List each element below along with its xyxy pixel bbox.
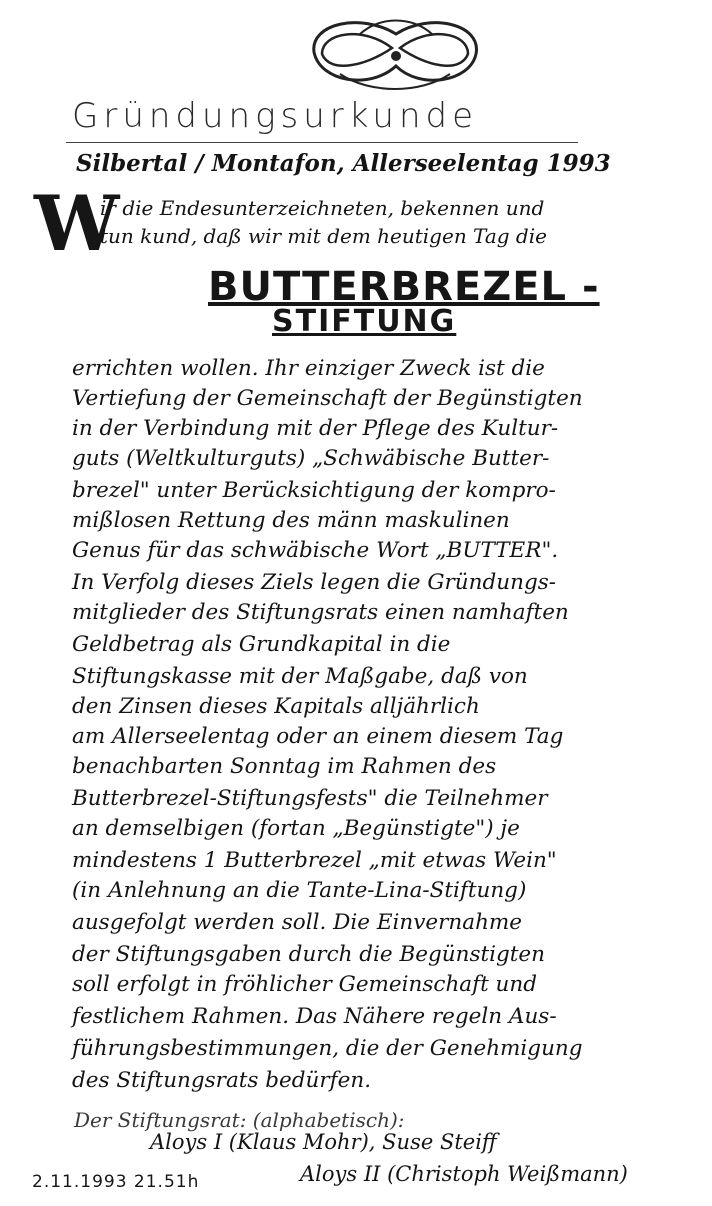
document-title: Gründungsurkunde: [72, 96, 478, 136]
intro-line: tun kund, daß wir mit dem heutigen Tag die: [100, 224, 547, 248]
body-line: Genus für das schwäbische Wort „BUTTER".: [72, 538, 559, 563]
body-line: Stiftungskasse mit der Maßgabe, daß von: [72, 664, 528, 689]
body-line: (in Anlehnung an die Tante-Lina-Stiftung): [72, 878, 527, 903]
foundation-name-line-2: STIFTUNG: [272, 304, 457, 339]
body-line: den Zinsen dieses Kapitals alljährlich: [72, 694, 480, 719]
body-line: der Stiftungsgaben durch die Begünstigten: [72, 942, 545, 967]
body-line: mißlosen Rettung des männ maskulinen: [72, 508, 510, 533]
place-date: Silbertal / Montafon, Allerseelentag 1993: [76, 150, 611, 177]
intro-initial: W: [34, 179, 120, 268]
body-line: festlichem Rahmen. Das Nähere regeln Aus-: [72, 1004, 557, 1029]
body-line: soll erfolgt in fröhlicher Gemeinschaft und: [72, 972, 538, 997]
signature-line-1: Aloys I (Klaus Mohr), Suse Steiff: [150, 1130, 497, 1154]
body-line: Butterbrezel-Stiftungsfests" die Teilnehmer: [72, 786, 548, 811]
body-line: Geldbetrag als Grundkapital in die: [72, 632, 451, 657]
intro-line: ir die Endesunterzeichneten, bekennen und: [100, 196, 545, 220]
body-line: mitglieder des Stiftungsrats einen namhaften: [72, 600, 569, 625]
body-line: ausgefolgt werden soll. Die Einvernahme: [72, 910, 523, 935]
body-line: Vertiefung der Gemeinschaft der Begünstigten: [72, 386, 583, 411]
body-line: in der Verbindung mit der Pflege des Kultur-: [72, 416, 559, 441]
body-line: brezel" unter Berücksichtigung der kompro-: [72, 478, 556, 503]
body-line: errichten wollen. Ihr einziger Zweck ist die: [72, 356, 545, 381]
body-line: mindestens 1 Butterbrezel „mit etwas Wein": [72, 848, 557, 873]
pretzel-drawing-icon: [300, 4, 490, 96]
body-line: guts (Weltkulturguts) „Schwäbische Butter-: [72, 446, 550, 471]
signature-line-2: Aloys II (Christoph Weißmann): [300, 1162, 628, 1186]
foundation-name-line-1: BUTTERBREZEL -: [208, 264, 600, 310]
body-line: benachbarten Sonntag im Rahmen des: [72, 754, 497, 779]
body-line: an demselbigen (fortan „Begünstigte") je: [72, 816, 520, 841]
council-label: Der Stiftungsrat: (alphabetisch):: [74, 1108, 405, 1132]
title-underline: [66, 142, 578, 143]
body-line: des Stiftungsrats bedürfen.: [72, 1068, 372, 1093]
datestamp: 2.11.1993 21.51h: [32, 1172, 200, 1192]
body-line: führungsbestimmungen, die der Genehmigung: [72, 1036, 583, 1061]
body-line: am Allerseelentag oder an einem diesem Tag: [72, 724, 564, 749]
body-line: In Verfolg dieses Ziels legen die Gründungs-: [72, 570, 557, 595]
